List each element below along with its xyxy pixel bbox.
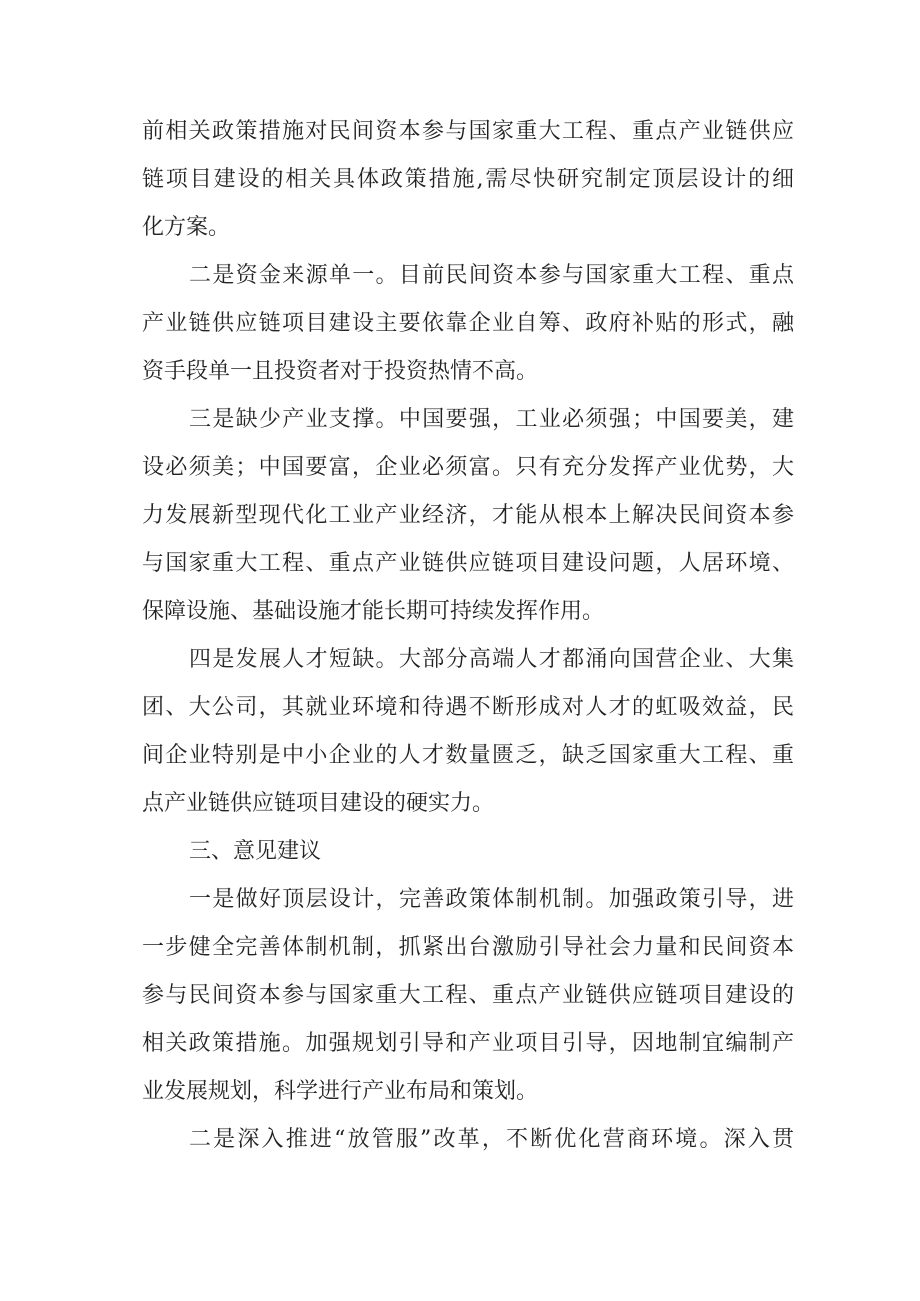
document-body <box>142 108 794 1164</box>
text-line: 点产业链供应链项目建设的硬实力。 <box>142 791 495 816</box>
text-line: 化方案。 <box>142 215 231 240</box>
paragraph-start-line: 三是缺少产业支撑。中国要强，工业必须强；中国要美，建 <box>189 407 794 432</box>
text-line: 前相关政策措施对民间资本参与国家重大工程、重点产业链供应 <box>142 119 794 144</box>
text-line: 业发展规划，科学进行产业布局和策划。 <box>142 1079 539 1104</box>
text-line: 资手段单一且投资者对于投资热情不高。 <box>142 359 539 384</box>
text-line: 设必须美；中国要富，企业必须富。只有充分发挥产业优势，大 <box>142 455 794 480</box>
text-line: 与国家重大工程、重点产业链供应链项目建设问题，人居环境、 <box>142 551 794 576</box>
text-line: 相关政策措施。加强规划引导和产业项目引导，因地制宜编制产 <box>142 1031 794 1056</box>
text-line: 保障设施、基础设施才能长期可持续发挥作用。 <box>142 599 605 624</box>
section-heading: 三、意见建议 <box>189 839 322 864</box>
paragraph-start-line: 二是资金来源单一。目前民间资本参与国家重大工程、重点 <box>189 263 794 288</box>
text-line: 一步健全完善体制机制，抓紧出台激励引导社会力量和民间资本 <box>142 935 794 960</box>
text-line: 团、大公司，其就业环境和待遇不断形成对人才的虹吸效益，民 <box>142 695 794 720</box>
text-line: 产业链供应链项目建设主要依靠企业自筹、政府补贴的形式，融 <box>142 311 794 336</box>
paragraph-start-line: 一是做好顶层设计，完善政策体制机制。加强政策引导，进 <box>189 887 794 912</box>
text-line: 间企业特别是中小企业的人才数量匮乏，缺乏国家重大工程、重 <box>142 743 794 768</box>
paragraph-start-line: 四是发展人才短缺。大部分高端人才都涌向国营企业、大集 <box>189 647 794 672</box>
text-line: 链项目建设的相关具体政策措施,需尽快研究制定顶层设计的细 <box>142 167 794 192</box>
paragraph-start-line: 二是深入推进“放管服”改革，不断优化营商环境。深入贯 <box>189 1127 794 1152</box>
text-line: 力发展新型现代化工业产业经济，才能从根本上解决民间资本参 <box>142 503 794 528</box>
text-line: 参与民间资本参与国家重大工程、重点产业链供应链项目建设的 <box>142 983 794 1008</box>
